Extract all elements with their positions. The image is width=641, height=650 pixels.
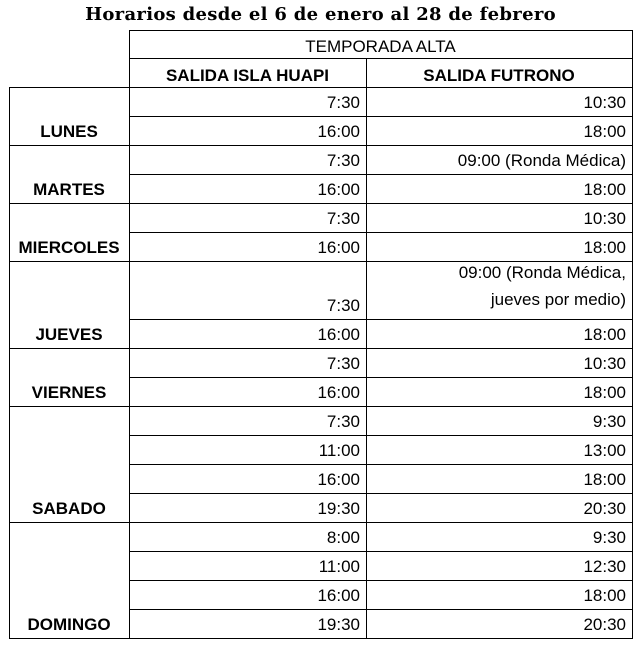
time-futrono: 12:30: [583, 557, 626, 576]
time-futrono: 10:30: [583, 209, 626, 228]
day-border: [9, 406, 633, 407]
time-futrono: 18:00: [583, 238, 626, 257]
time-huapi: 16:00: [317, 383, 360, 402]
time-huapi: 19:30: [317, 615, 360, 634]
time-huapi: 16:00: [317, 180, 360, 199]
row-border: [129, 464, 633, 465]
time-huapi: 7:30: [326, 93, 360, 112]
row-border: [129, 609, 633, 610]
time-huapi: 19:30: [317, 499, 360, 518]
row-border: [129, 319, 633, 320]
time-huapi: 7:30: [326, 296, 360, 315]
day-border: [9, 522, 633, 523]
day-name: MIERCOLES: [18, 238, 120, 257]
time-huapi: 16:00: [317, 586, 360, 605]
page-title: Horarios desde el 6 de enero al 28 de febrero: [85, 4, 556, 25]
day-name: VIERNES: [31, 383, 107, 402]
time-huapi: 16:00: [317, 238, 360, 257]
time-futrono: 20:30: [583, 615, 626, 634]
time-huapi: 16:00: [317, 325, 360, 344]
row-border: [129, 580, 633, 581]
header-middle-border: [129, 58, 633, 59]
row-border: [129, 377, 633, 378]
season-header: TEMPORADA ALTA: [305, 37, 456, 56]
day-name: JUEVES: [35, 325, 103, 344]
time-futrono: 18:00: [583, 383, 626, 402]
time-huapi: 11:00: [318, 557, 360, 576]
time-futrono: 20:30: [583, 499, 626, 518]
body-column-divider: [366, 87, 367, 639]
day-name: MARTES: [33, 180, 105, 199]
time-futrono: 18:00: [583, 122, 626, 141]
day-name: LUNES: [40, 122, 98, 141]
day-border: [9, 638, 633, 639]
time-huapi: 8:00: [326, 528, 360, 547]
day-name: SABADO: [32, 499, 106, 518]
time-futrono: 13:00: [583, 441, 626, 460]
body-top-border: [9, 87, 633, 88]
time-futrono: 09:00 (Ronda Médica,: [458, 263, 626, 282]
time-futrono: 10:30: [583, 93, 626, 112]
time-futrono: 09:00 (Ronda Médica): [457, 151, 626, 170]
row-border: [129, 174, 633, 175]
day-name: DOMINGO: [27, 615, 111, 634]
body-day-divider: [129, 87, 130, 639]
column-header-futrono: SALIDA FUTRONO: [423, 66, 575, 85]
row-border: [129, 232, 633, 233]
day-border: [9, 348, 633, 349]
day-border: [9, 261, 633, 262]
row-border: [129, 435, 633, 436]
time-huapi: 16:00: [317, 470, 360, 489]
row-border: [129, 116, 633, 117]
column-header-huapi: SALIDA ISLA HUAPI: [165, 66, 330, 85]
time-huapi: 11:00: [318, 441, 360, 460]
time-futrono: 10:30: [583, 354, 626, 373]
time-futrono: 9:30: [592, 412, 626, 431]
header-top-border: [129, 30, 633, 31]
day-border: [9, 145, 633, 146]
time-huapi: 16:00: [317, 122, 360, 141]
time-futrono: 18:00: [583, 325, 626, 344]
day-border: [9, 203, 633, 204]
time-huapi: 7:30: [326, 412, 360, 431]
time-futrono: 18:00: [583, 586, 626, 605]
time-futrono: jueves por medio): [490, 290, 626, 309]
time-huapi: 7:30: [326, 354, 360, 373]
time-futrono: 18:00: [583, 470, 626, 489]
row-border: [129, 493, 633, 494]
header-right-border: [632, 30, 633, 87]
time-futrono: 9:30: [592, 528, 626, 547]
time-huapi: 7:30: [326, 209, 360, 228]
body-right-border: [632, 87, 633, 639]
row-border: [129, 551, 633, 552]
time-futrono: 18:00: [583, 180, 626, 199]
body-left-border: [9, 87, 10, 639]
time-huapi: 7:30: [326, 151, 360, 170]
